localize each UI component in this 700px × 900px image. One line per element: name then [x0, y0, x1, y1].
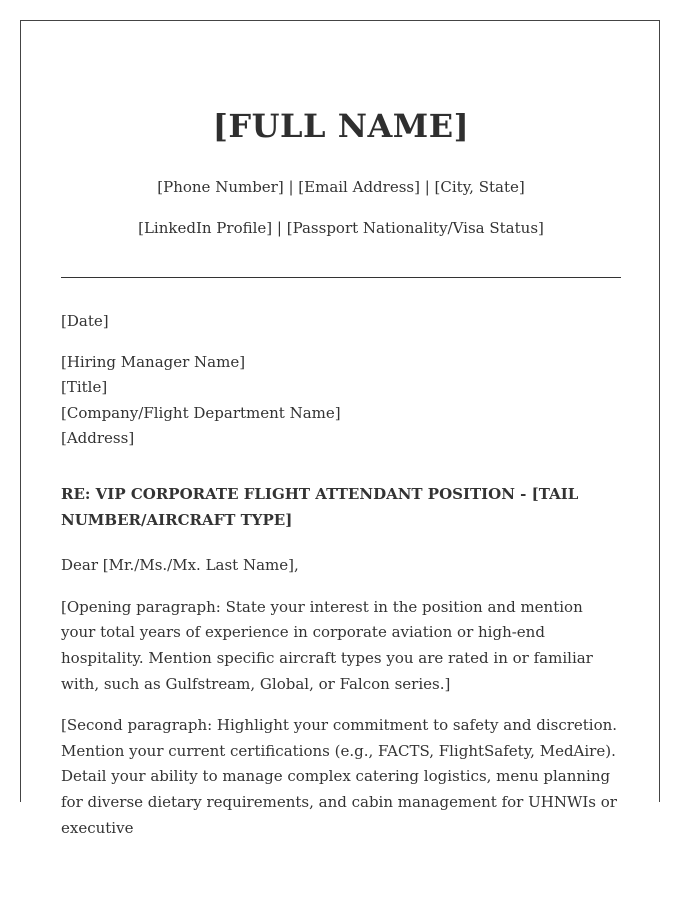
- opening-paragraph: [Opening paragraph: State your interest in the position and mention your total years of experience in corporate aviation or high-end hospitality. Mention specific aircraft types you are rated in or familiar with, such as Gulfstream, Global, or Falcon series.]: [61, 597, 593, 693]
- recipient-company: [Company/Flight Department Name]: [61, 403, 341, 422]
- letter-body: [61, 309, 621, 857]
- letter-salutation: Dear [Mr./Ms./Mx. Last Name],: [61, 556, 299, 575]
- recipient-title: [Title]: [61, 378, 108, 397]
- header-divider: [61, 277, 621, 278]
- recipient-address: [Address]: [61, 429, 135, 448]
- recipient-address-block: [61, 350, 621, 452]
- contact-line-primary: [Phone Number] | [Email Address] | [City, State]: [157, 178, 525, 196]
- letter-subject: RE: VIP CORPORATE FLIGHT ATTENDANT POSITION - [TAIL NUMBER/AIRCRAFT TYPE]: [61, 484, 579, 529]
- second-paragraph: [Second paragraph: Highlight your commitment to safety and discretion. Mention your current certifications (e.g., FACTS, FlightSafety, MedAire). Detail your ability to manage complex catering logistics, menu planning for diverse dietary requirements, and cabin management for UHNWIs or executive: [61, 716, 618, 837]
- contact-line-secondary: [LinkedIn Profile] | [Passport Nationality/Visa Status]: [138, 219, 544, 237]
- letter-page: [20, 20, 660, 837]
- applicant-full-name: [FULL NAME]: [212, 107, 470, 145]
- letter-date: [Date]: [61, 312, 109, 330]
- recipient-name: [Hiring Manager Name]: [61, 352, 246, 371]
